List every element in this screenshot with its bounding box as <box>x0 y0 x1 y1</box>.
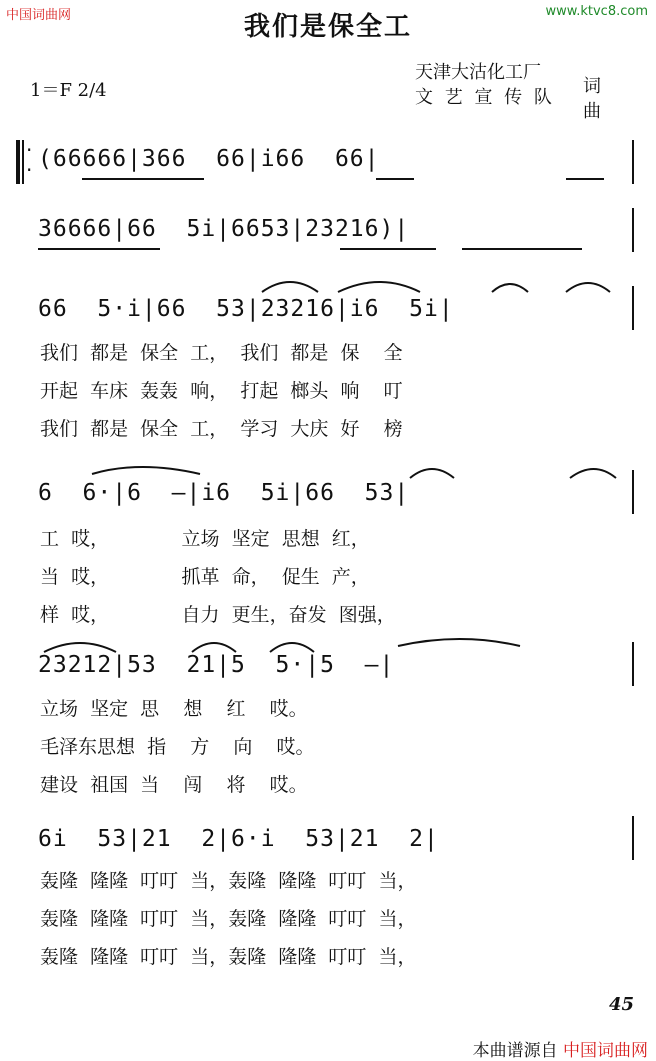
system-5-lyric-verse-2: 毛泽东思想 指 方 向 哎。 <box>40 736 315 758</box>
repeat-start-barline <box>16 140 20 184</box>
system-2-underline-3 <box>462 248 582 250</box>
slur-7 <box>44 643 116 652</box>
system-2-end-barline <box>632 208 634 252</box>
footer-source <box>473 1036 648 1061</box>
system-6-notes: 6i 53|21 2|6·i 53|21 2| <box>38 826 439 852</box>
system-1-notes: (66666|366 66|i66 66| <box>38 146 380 172</box>
system-5-lyric-verse-3: 建设 祖国 当 闯 将 哎。 <box>40 774 308 796</box>
watermark-right: www.ktvc8.com <box>545 4 648 19</box>
system-6-lyric-verse-1: 轰隆 隆隆 叮叮 当，轰隆 隆隆 叮叮 当， <box>40 870 417 892</box>
system-3-lyric-verse-1: 我们 都是 保全 工， 我们 都是 保 全 <box>40 342 403 364</box>
credits-line2: 文 艺 宣 传 队 <box>415 87 555 108</box>
slur-4 <box>566 283 610 292</box>
system-1-underline-1 <box>82 178 204 180</box>
footer-site: 中国词曲网 <box>563 1041 648 1061</box>
system-6-lyric-verse-2: 轰隆 隆隆 叮叮 当，轰隆 隆隆 叮叮 当， <box>40 908 417 930</box>
repeat-dots: · · <box>26 138 33 182</box>
system-5-notes: 23212|53 21|5 5·|5 —| <box>38 652 395 678</box>
credits-suffix: 词曲 <box>583 76 601 122</box>
system-4-notes: 6 6·|6 —|i6 5i|66 53| <box>38 480 410 506</box>
slur-9 <box>270 643 314 652</box>
system-6-end-barline <box>632 816 634 860</box>
credits-line1: 天津大沽化工厂 <box>415 62 541 83</box>
system-2-underline-2 <box>340 248 436 250</box>
slur-5 <box>410 469 454 478</box>
key-signature: 1＝F 2/4 <box>30 80 107 101</box>
slur-2 <box>338 282 420 292</box>
slur-8 <box>192 643 236 652</box>
system-1-end-barline <box>632 140 634 184</box>
footer-prefix: 本曲谱源自 <box>472 1041 558 1061</box>
slur-3 <box>492 284 528 292</box>
credits <box>415 60 601 122</box>
tie-1 <box>92 467 200 474</box>
system-3-end-barline <box>632 286 634 330</box>
system-4-lyric-verse-3: 样 哎， 自力 更生，奋发 图强， <box>40 604 396 626</box>
system-5-lyric-verse-1: 立场 坚定 思 想 红 哎。 <box>40 698 308 720</box>
tie-2 <box>398 639 520 646</box>
system-3-lyric-verse-2: 开起 车床 轰轰 响， 打起 榔头 响 叮 <box>40 380 403 402</box>
system-2-underline-1 <box>38 248 160 250</box>
slur-6 <box>570 469 616 478</box>
page-number: 45 <box>608 994 634 1015</box>
system-1-underline-3 <box>566 178 604 180</box>
system-1-underline-2 <box>376 178 414 180</box>
song-title: 我们是保全工 <box>243 12 412 42</box>
system-2-notes: 36666|66 5i|6653|23216)| <box>38 216 410 242</box>
system-4-end-barline <box>632 470 634 514</box>
system-3-lyric-verse-3: 我们 都是 保全 工， 学习 大庆 好 榜 <box>40 418 403 440</box>
system-6-lyric-verse-3: 轰隆 隆隆 叮叮 当，轰隆 隆隆 叮叮 当， <box>40 946 417 968</box>
system-5-end-barline <box>632 642 634 686</box>
repeat-start-thin-barline <box>22 140 24 184</box>
system-3-notes: 66 5·i|66 53|23216|i6 5i| <box>38 296 454 322</box>
system-4-lyric-verse-1: 工 哎， 立场 坚定 思想 红， <box>40 528 370 550</box>
slur-1 <box>262 282 318 292</box>
system-4-lyric-verse-2: 当 哎， 抓革 命， 促生 产， <box>40 566 370 588</box>
watermark-left: 中国词曲网 <box>6 8 72 23</box>
